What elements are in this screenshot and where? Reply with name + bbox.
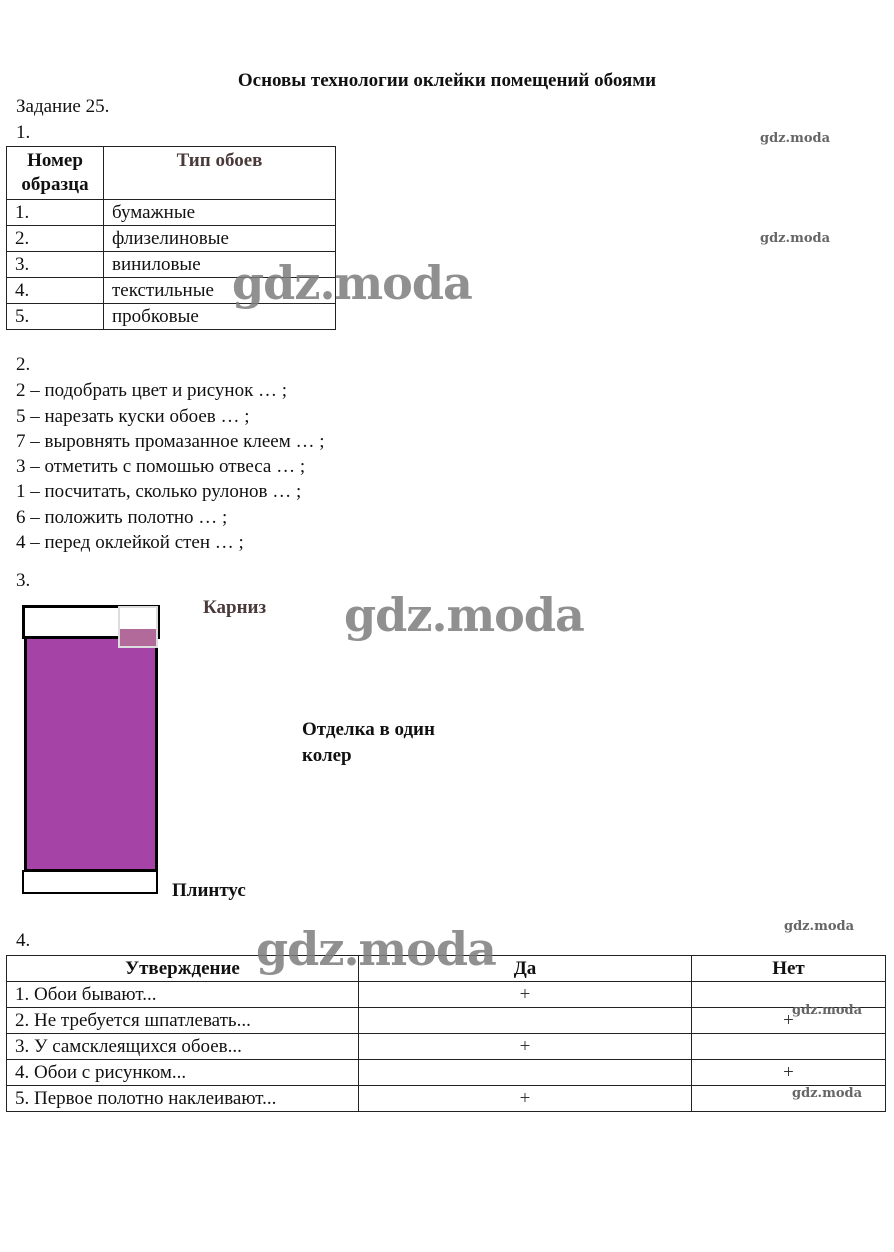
cell-type: пробковые — [104, 304, 336, 330]
table-row — [7, 1086, 886, 1112]
watermark: gdz.moda — [232, 256, 472, 310]
wallpaper-swatch — [118, 606, 158, 648]
cell-yes: + — [359, 982, 692, 1008]
wall-drawing — [24, 636, 158, 872]
cornice-label: Карниз — [203, 597, 267, 618]
watermark: gdz.moda — [792, 1086, 863, 1101]
cell-statement: 1. Обои бывают... — [7, 982, 359, 1008]
cell-type: виниловые — [104, 252, 336, 278]
watermark: gdz.moda — [256, 922, 496, 976]
table-row — [7, 1034, 886, 1060]
step-line: 1 – посчитать, сколько рулонов … ; — [16, 481, 302, 502]
cell-type: флизелиновые — [104, 226, 336, 252]
cell-type: текстильные — [104, 278, 336, 304]
page-title: Основы технологии оклейки помещений обоями — [237, 70, 657, 91]
watermark: gdz.moda — [792, 1003, 863, 1018]
task-label: Задание 25. — [16, 96, 110, 117]
header-statement: Утверждение — [7, 956, 359, 982]
table-row — [7, 1008, 886, 1034]
cell-no: + — [692, 1060, 886, 1086]
finish-label-line1: Отделка в один — [302, 719, 435, 740]
header-wallpaper-type: Тип обоев — [104, 147, 336, 200]
plinth-drawing — [22, 870, 158, 894]
cell-type: бумажные — [104, 200, 336, 226]
finish-label-line2: колер — [302, 745, 352, 766]
cell-statement: 5. Первое полотно наклеивают... — [7, 1086, 359, 1112]
step-line: 4 – перед оклейкой стен … ; — [16, 532, 244, 553]
cell-num: 3. — [7, 252, 104, 278]
step-line: 5 – нарезать куски обоев … ; — [16, 406, 250, 427]
plinth-label: Плинтус — [172, 880, 246, 901]
header-yes: Да — [359, 956, 692, 982]
watermark: gdz.moda — [344, 588, 584, 642]
watermark: gdz.moda — [760, 131, 831, 146]
cell-yes — [359, 1060, 692, 1086]
table-row — [7, 1060, 886, 1086]
section4-number: 4. — [16, 930, 31, 951]
cell-num: 1. — [7, 200, 104, 226]
step-line: 3 – отметить с помошью отвеса … ; — [16, 456, 306, 477]
table-row — [7, 982, 886, 1008]
step-line: 6 – положить полотно … ; — [16, 507, 228, 528]
statements-table — [6, 955, 886, 1112]
table-header-row — [7, 147, 336, 200]
step-line: 2 – подобрать цвет и рисунок … ; — [16, 380, 288, 401]
table-row — [7, 226, 336, 252]
cell-num: 4. — [7, 278, 104, 304]
cell-yes — [359, 1008, 692, 1034]
watermark: gdz.moda — [760, 231, 831, 246]
watermark: gdz.moda — [784, 919, 855, 934]
cell-yes: + — [359, 1034, 692, 1060]
cell-no: + — [692, 1008, 886, 1034]
cell-yes: + — [359, 1086, 692, 1112]
header-no: Нет — [692, 956, 886, 982]
section3-number: 3. — [16, 570, 31, 591]
section1-number: 1. — [16, 122, 31, 143]
cell-num: 5. — [7, 304, 104, 330]
header-sample-number: Номер образца — [7, 147, 104, 200]
cell-num: 2. — [7, 226, 104, 252]
cell-statement: 2. Не требуется шпатлевать... — [7, 1008, 359, 1034]
cell-statement: 4. Обои с рисунком... — [7, 1060, 359, 1086]
section2-number: 2. — [16, 354, 31, 375]
cell-no — [692, 1034, 886, 1060]
table-row — [7, 200, 336, 226]
cell-statement: 3. У самсклеящихся обоев... — [7, 1034, 359, 1060]
step-line: 7 – выровнять промазанное клеем … ; — [16, 431, 325, 452]
